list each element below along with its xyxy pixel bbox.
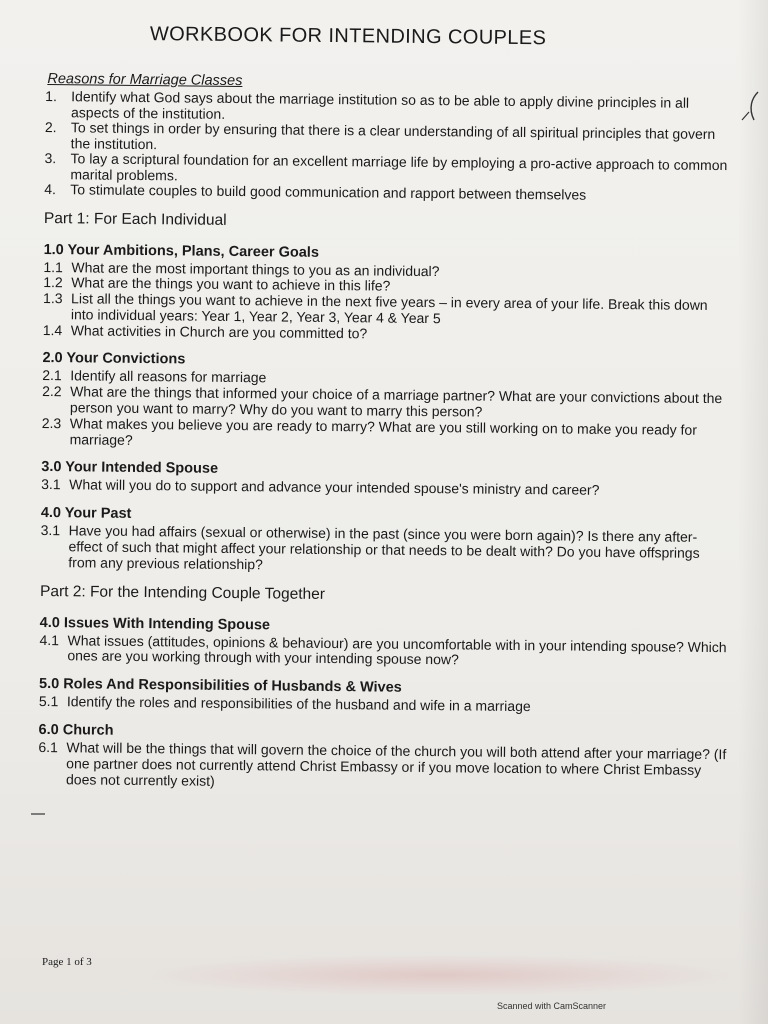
item-number: 3. bbox=[44, 149, 57, 167]
section-roles bbox=[39, 676, 729, 717]
section-heading: 4.0 Issues With Intending Spouse bbox=[39, 614, 271, 634]
question-item bbox=[39, 633, 729, 672]
paper-stain bbox=[150, 955, 730, 995]
section-2 bbox=[42, 350, 733, 454]
question-number: 2.2 bbox=[42, 383, 62, 400]
section-church bbox=[38, 722, 729, 795]
part-2-heading: Part 2: For the Intending Couple Together bbox=[39, 582, 326, 603]
question-number: 2.3 bbox=[41, 414, 62, 432]
question-text: Have you had affairs (sexual or otherwise) in the past (since you were born again)? Is there any after-effect of such that might affect your relationship or that needs to be dealt with? Do you have offsprings from any previous relationship? bbox=[68, 522, 700, 573]
question-text: What are the most important things to you as an individual? bbox=[71, 258, 440, 279]
item-number: 2. bbox=[44, 118, 57, 136]
question-text: What are the things you want to achieve in this life? bbox=[71, 274, 391, 294]
question-text: What issues (attitudes, opinions & behaviour) are you uncomfortable with in your intending spouse? Which ones are you working through with your intending spouse now? bbox=[67, 631, 727, 668]
question-text: Identify all reasons for marriage bbox=[70, 367, 267, 386]
section-heading: 4.0 Your Past bbox=[40, 505, 132, 523]
document-body bbox=[38, 22, 736, 795]
question-number: 5.1 bbox=[38, 693, 59, 710]
question-text: What makes you believe you are ready to marry? What are you still working on to make you ready for marriage? bbox=[69, 415, 698, 448]
section-4 bbox=[40, 505, 731, 578]
scanner-watermark: Scanned with CamScanner bbox=[497, 1001, 607, 1011]
question-text: What are the things that informed your choice of a marriage partner? What are your convictions about the person you want to marry? Why do you want to marry this person? bbox=[69, 383, 723, 420]
question-number: 6.1 bbox=[38, 739, 58, 756]
item-text: To stimulate couples to build good communication and rapport between themselves bbox=[70, 181, 587, 203]
question-text: What will be the things that will govern the choice of the church you will both attend after your marriage? (If one partner does not currently attend Christ Embassy or if you move location to where Christ Embassy does not currently exist) bbox=[65, 739, 727, 789]
section-heading: 6.0 Church bbox=[38, 722, 114, 739]
pen-mark bbox=[740, 90, 768, 130]
question-item bbox=[40, 523, 730, 578]
question-number: 2.1 bbox=[42, 367, 62, 384]
item-number: 1. bbox=[45, 87, 57, 105]
item-text: To lay a scriptural foundation for an excellent marriage life by employing a pro-active approach to common marital problems. bbox=[70, 150, 728, 183]
question-item bbox=[42, 416, 732, 455]
section-issues bbox=[39, 615, 729, 672]
reasons-list bbox=[44, 89, 735, 205]
reasons-section bbox=[44, 71, 735, 205]
question-text: Identify the roles and responsibilities of the husband and wife in a marriage bbox=[66, 693, 531, 715]
section-1 bbox=[43, 241, 734, 345]
section-heading: 2.0 Your Convictions bbox=[42, 350, 186, 368]
question-number: 3.1 bbox=[41, 476, 61, 493]
question-text: What activities in Church are you committed to? bbox=[70, 321, 368, 342]
section-heading: 1.0 Your Ambitions, Plans, Career Goals bbox=[43, 241, 320, 261]
document-title: WORKBOOK FOR INTENDING COUPLES bbox=[149, 23, 547, 50]
item-number: 4. bbox=[44, 180, 57, 198]
page-edge-shadow bbox=[738, 0, 768, 1024]
question-number: 1.2 bbox=[43, 274, 63, 291]
question-number: 1.1 bbox=[43, 258, 63, 275]
question-item bbox=[38, 740, 728, 795]
question-number: 3.1 bbox=[40, 522, 61, 539]
section-heading: 3.0 Your Intended Spouse bbox=[41, 459, 219, 478]
question-number: 1.4 bbox=[42, 321, 63, 338]
question-text: List all the things you want to achieve in the next five years – in every area of your life. Break this down into individual years: Year 1, Year 2, Year 3, Year 4 & Year 5 bbox=[70, 290, 708, 327]
page-number: Page 1 of 3 bbox=[42, 956, 92, 968]
item-text: To set things in order by ensuring that there is a clear understanding of all spiritual principles that govern the institution. bbox=[70, 119, 716, 152]
margin-dash-mark bbox=[30, 808, 48, 818]
section-heading: 5.0 Roles And Responsibilities of Husbands & Wives bbox=[38, 676, 402, 697]
part-1-heading: Part 1: For Each Individual bbox=[43, 209, 227, 229]
item-text: Identify what God says about the marriage institution so as to be able to apply divine principles in all aspects of the institution. bbox=[70, 88, 690, 122]
section-3 bbox=[41, 459, 731, 500]
reasons-heading: Reasons for Marriage Classes bbox=[47, 71, 243, 90]
question-text: What will you do to support and advance your intended spouse's ministry and career? bbox=[69, 476, 600, 499]
question-number: 1.3 bbox=[43, 290, 63, 307]
question-number: 4.1 bbox=[39, 631, 60, 648]
